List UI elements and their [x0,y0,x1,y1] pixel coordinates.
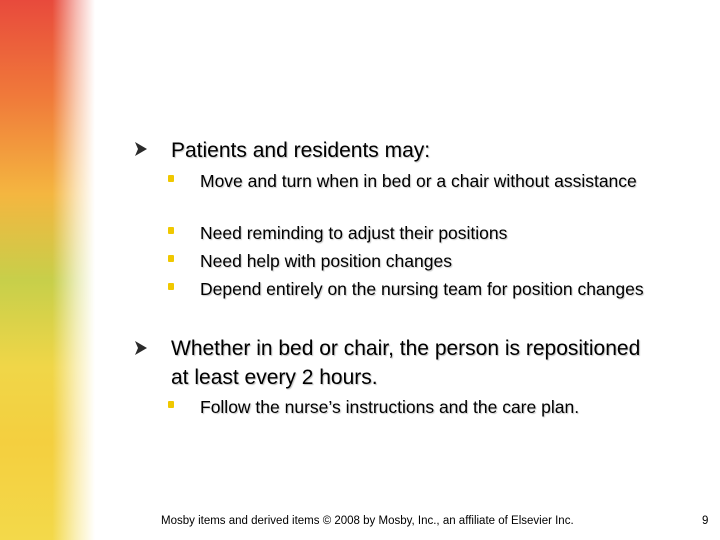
list-item-text: Move and turn when in bed or a chair without assistance [200,171,637,191]
bullet-heading-1 [135,136,655,165]
heading-text: Whether in bed or chair, the person is repositioned at least every 2 hours. [171,337,641,389]
list-item [168,276,648,302]
heading-text: Patients and residents may: [171,139,431,162]
list-item [168,220,648,246]
list-item-text: Depend entirely on the nursing team for position changes [200,279,644,299]
list-item [168,248,648,274]
list-item-text: Need help with position changes [200,251,452,271]
square-bullet-icon [168,175,174,182]
arrow-bullet-icon [135,142,147,156]
bullet-heading-2 [135,334,655,392]
square-bullet-icon [168,283,174,290]
list-item [168,168,648,194]
list-item-text: Need reminding to adjust their positions [200,223,508,243]
square-bullet-icon [168,401,174,408]
square-bullet-icon [168,227,174,234]
square-bullet-icon [168,255,174,262]
page-number: 9 [702,515,709,527]
arrow-bullet-icon [135,341,147,355]
copyright-footer: Mosby items and derived items © 2008 by Mosby, Inc., an affiliate of Elsevier Inc. [161,515,574,527]
list-item [168,394,648,420]
list-item-text: Follow the nurse’s instructions and the care plan. [200,397,580,417]
